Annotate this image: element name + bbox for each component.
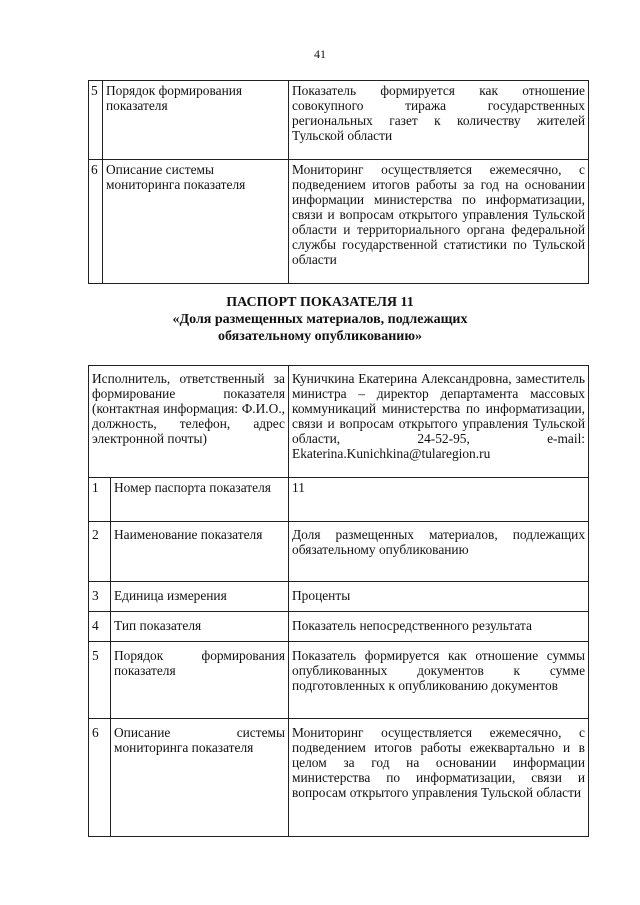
table-row bbox=[89, 478, 589, 522]
row-value: Мониторинг осуществляется ежемесячно, с подведением итогов работы за год на основании информации министерства по информатизации, связи и вопросам открытого управления Тульской области и территориального органа федеральной службы государственной статистики по Тульской области bbox=[289, 160, 589, 284]
row-label: Номер паспорта показателя bbox=[111, 478, 289, 522]
row-number: 5 bbox=[89, 642, 111, 719]
executor-row bbox=[89, 366, 589, 478]
passport-table bbox=[88, 365, 589, 837]
row-label: Порядок формирования показателя bbox=[111, 642, 289, 719]
row-label: Тип показателя bbox=[111, 612, 289, 642]
row-number: 6 bbox=[89, 160, 103, 284]
passport-title: ПАСПОРТ ПОКАЗАТЕЛЯ 11 bbox=[226, 295, 414, 310]
row-value: Мониторинг осуществляется ежемесячно, с подведением итогов работы ежеквартально и в целом за год на основании информации министерства по информатизации, связи и вопросам открытого управления Тульской области bbox=[289, 719, 589, 837]
table-row bbox=[89, 642, 589, 719]
row-value: Проценты bbox=[289, 582, 589, 612]
page-number: 41 bbox=[314, 47, 326, 61]
indicator-table-continued bbox=[88, 80, 589, 284]
passport-subtitle-line1: «Доля размещенных материалов, подлежащих bbox=[172, 312, 468, 327]
executor-value: Куничкина Екатерина Александровна, заместитель министра – директор департамента массовых коммуникаций министерства по информатизации, связи и вопросам открытого управления Тульской области, 24-52-95, e-mail: Ekaterina.Kunichkina@tularegion.ru bbox=[289, 366, 589, 478]
row-number: 6 bbox=[89, 719, 111, 837]
table-row bbox=[89, 612, 589, 642]
table-row bbox=[89, 160, 589, 284]
row-number: 2 bbox=[89, 522, 111, 582]
row-value: Показатель непосредственного результата bbox=[289, 612, 589, 642]
row-value: Доля размещенных материалов, подлежащих обязательному опубликованию bbox=[289, 522, 589, 582]
passport-subtitle-line2: обязательному опубликованию» bbox=[217, 329, 423, 344]
table-row bbox=[89, 81, 589, 160]
table-row bbox=[89, 582, 589, 612]
row-value: Показатель формируется как отношение суммы опубликованных документов к сумме подготовленных к опубликованию документов bbox=[289, 642, 589, 719]
row-value: 11 bbox=[289, 478, 589, 522]
row-label: Единица измерения bbox=[111, 582, 289, 612]
row-number: 4 bbox=[89, 612, 111, 642]
table-row bbox=[89, 522, 589, 582]
table-row bbox=[89, 719, 589, 837]
row-label: Порядок формирования показателя bbox=[103, 81, 289, 160]
executor-label: Исполнитель, ответственный за формирование показателя (контактная информация: Ф.И.О., должность, телефон, адрес электронной почты) bbox=[89, 366, 289, 478]
row-value: Показатель формируется как отношение совокупного тиража государственных региональных газет к количеству жителей Тульской области bbox=[289, 81, 589, 160]
row-number: 3 bbox=[89, 582, 111, 612]
row-number: 1 bbox=[89, 478, 111, 522]
row-label: Описание системы мониторинга показателя bbox=[103, 160, 289, 284]
row-number: 5 bbox=[89, 81, 103, 160]
row-label: Наименование показателя bbox=[111, 522, 289, 582]
row-label: Описание системы мониторинга показателя bbox=[111, 719, 289, 837]
